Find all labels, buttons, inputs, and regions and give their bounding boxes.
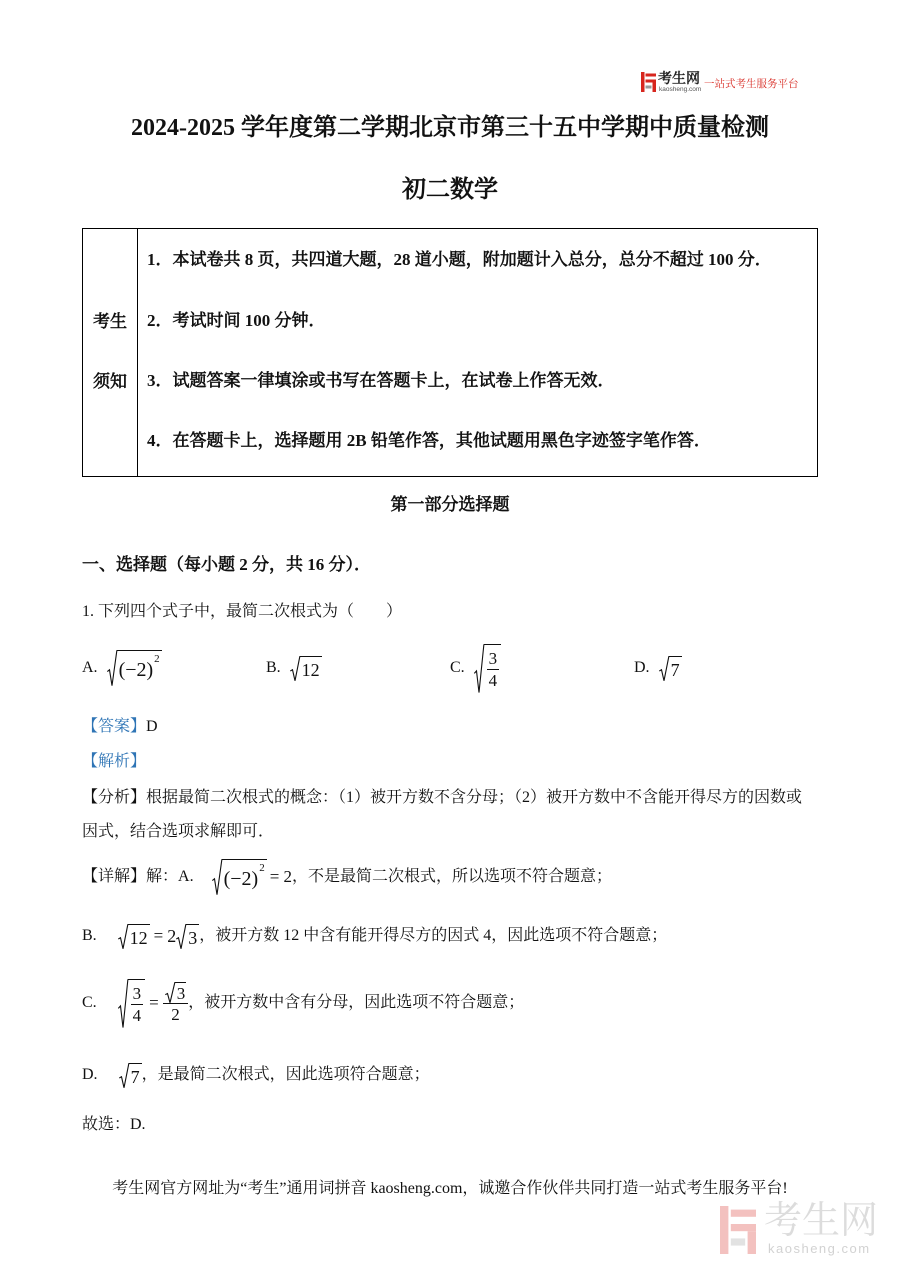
sqrt-3 [176, 924, 199, 949]
radical-sign [290, 656, 300, 681]
radicand [484, 644, 502, 693]
option-b [266, 645, 322, 691]
detail-c-label: C. [82, 994, 97, 1011]
radicand [117, 650, 162, 686]
header-logo [641, 70, 801, 96]
detail-c-expression [118, 979, 189, 1028]
question-number: 1. [82, 603, 94, 620]
fraction-denominator: 4 [488, 670, 498, 690]
exam-title: 2024-2025 学年度第二学期北京市第三十五中学期中质量检测 [131, 115, 769, 141]
fraction [131, 983, 144, 1026]
option-d-label: D. [634, 659, 650, 676]
detail-a-comment: ，不是最简二次根式，所以选项不符合题意； [292, 868, 613, 885]
explanation-heading [82, 750, 146, 774]
fraction-numerator: 3 [488, 648, 498, 668]
kaosheng-logo-icon [641, 72, 656, 92]
radicand-base: (−2) [118, 659, 154, 681]
detail-b-label: B. [82, 927, 97, 944]
exam-subject: 初二数学 [402, 177, 498, 203]
option-b-expression [290, 656, 322, 681]
radicand-base: (−2) [223, 868, 259, 890]
explanation-tag: 【解析】 [82, 753, 147, 770]
detail-a-result: = 2 [269, 867, 293, 886]
radical-sign [176, 924, 186, 949]
question-1 [82, 600, 402, 624]
radical-sign [474, 644, 484, 693]
question-stem: 下列四个式子中，最简二次根式为（ ） [98, 603, 403, 620]
notice-item-2: 2．考试时间 100 分钟． [147, 311, 326, 330]
radicand [128, 979, 146, 1028]
radical-sign [165, 982, 175, 1003]
sqrt-neg2-squared [107, 650, 162, 686]
fraction-numerator: 3 [132, 983, 142, 1003]
watermark-logo-icon [716, 1206, 760, 1254]
radicand: 3 [186, 924, 199, 949]
watermark-brand: 考生网 [764, 1200, 879, 1242]
option-b-label: B. [266, 659, 281, 676]
header-slogan: 一站式考生服务平台 [704, 79, 799, 90]
radicand [222, 859, 267, 895]
header-brand-name: 考生网 [658, 70, 700, 86]
option-a-expression [107, 650, 162, 686]
option-a [82, 645, 162, 691]
notice-label-line1: 考生 [93, 312, 127, 331]
sqrt-three-quarters [118, 979, 146, 1028]
header-brand-domain: kaosheng.com [659, 86, 702, 93]
conclusion: 故选：D. [82, 1116, 146, 1133]
sqrt-12 [290, 656, 322, 681]
part-title: 第一部分选择题 [390, 495, 510, 514]
analysis-line-2: 因式，结合选项求解即可． [82, 823, 275, 840]
notice-item-1: 1．本试卷共 8 页，共四道大题，28 道小题，附加题计入总分，总分不超过 100 分． [147, 250, 772, 269]
watermark-domain: kaosheng.com [768, 1241, 871, 1256]
radical-sign [118, 924, 128, 949]
option-c [450, 645, 501, 691]
equals-sign: = [149, 993, 159, 1012]
detail-c [82, 975, 524, 1031]
notice-label-column [83, 229, 138, 476]
option-d-expression [659, 656, 682, 681]
sqrt-12 [118, 924, 150, 949]
answer-value: D [146, 718, 158, 735]
notice-table [82, 228, 818, 477]
fraction-denominator: 4 [132, 1005, 142, 1025]
result-fraction [163, 981, 189, 1026]
radical-sign [118, 979, 128, 1028]
detail-d [82, 1052, 430, 1098]
notice-item-3: 3．试题答案一律填涂或书写在答题卡上，在试卷上作答无效． [147, 371, 615, 390]
radicand: 12 [128, 924, 150, 949]
option-d [634, 645, 682, 691]
detail-c-comment: ，被开方数中含有分母，因此选项不符合题意； [188, 994, 525, 1011]
radicand: 7 [129, 1063, 142, 1088]
fraction [487, 648, 500, 691]
section-title: 一、选择题（每小题 2 分，共 16 分）． [82, 555, 371, 574]
detail-b-expression [118, 924, 200, 949]
answer-tag: 【答案】 [82, 718, 147, 735]
radical-sign [212, 859, 222, 895]
sqrt-7 [659, 656, 682, 681]
notice-item-4: 4．在答题卡上，选择题用 2B 铅笔作答，其他试题用黑色字迹签字笔作答． [147, 431, 711, 450]
radicand: 12 [300, 656, 322, 681]
analysis-tag: 【分析】 [82, 789, 147, 806]
notice-label-line2: 须知 [93, 372, 127, 391]
radicand: 7 [669, 656, 682, 681]
detail-b-comment: ，被开方数 12 中含有能开得尽方的因式 4，因此选项不符合题意； [199, 927, 668, 944]
analysis-line-1 [82, 786, 802, 810]
option-c-expression [474, 644, 502, 693]
detail-a-prefix: 解：A. [146, 868, 194, 885]
detail-d-expression [119, 1063, 142, 1088]
radicand-exponent: 2 [154, 653, 160, 665]
result-numerator [163, 981, 189, 1005]
detail-a [82, 854, 612, 900]
radical-sign [659, 656, 669, 681]
sqrt-3 [165, 982, 187, 1003]
sqrt-7 [119, 1063, 142, 1088]
detail-d-label: D. [82, 1066, 98, 1083]
answer-line [82, 715, 158, 739]
coefficient: 2 [167, 926, 177, 946]
detail-b [82, 913, 667, 959]
radicand-exponent: 2 [259, 862, 265, 874]
option-a-label: A. [82, 659, 98, 676]
radicand: 3 [176, 984, 186, 1004]
radical-sign [119, 1063, 129, 1088]
page-footer: 考生网官方网址为“考生”通用词拼音 kaosheng.com，诚邀合作伙伴共同打造一站式考生服务平台! [112, 1180, 788, 1197]
result-denominator: 2 [171, 1005, 180, 1025]
detail-tag: 【详解】 [82, 868, 147, 885]
radical-sign [107, 650, 117, 686]
detail-a-expression [212, 859, 267, 895]
analysis-text-1: 根据最简二次根式的概念：（1）被开方数不含分母；（2）被开方数中不含能开得尽方的因数或 [146, 789, 803, 806]
option-c-label: C. [450, 659, 465, 676]
detail-d-comment: ，是最简二次根式，因此选项符合题意； [141, 1066, 430, 1083]
sqrt-neg2-squared [212, 859, 267, 895]
equals-sign: = [153, 926, 164, 945]
sqrt-three-quarters [474, 644, 502, 693]
